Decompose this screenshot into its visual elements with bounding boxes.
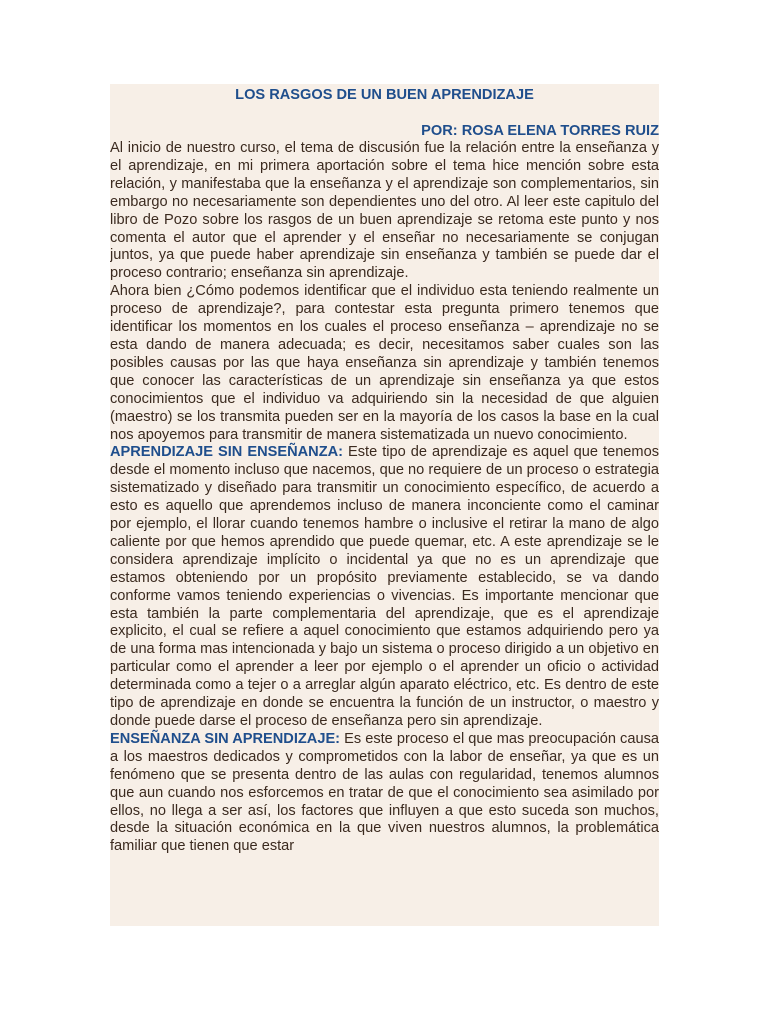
section-aprendizaje-sin-ensenanza [110, 444, 659, 731]
document-title: LOS RASGOS DE UN BUEN APRENDIZAJE [235, 87, 534, 103]
paragraph-question: Ahora bien ¿Cómo podemos identificar que el individuo esta teniendo realmente un proceso de aprendizaje?, para contestar esta pregunta primero tenemos que identificar los momentos en los cuales el proceso enseñanza – aprendizaje no se esta dando de manera adecuada; es decir, necesitamos saber cuales son las posibles causas por las que haya enseñanza sin aprendizaje y también tenemos que conocer las características de un aprendizaje sin enseñanza ya que estos conocimientos que el individuo va adquiriendo sin la necesidad de que alguien (maestro) se los transmita pueden ser en la mayoría de los casos la base en la cual nos apoyemos para transmitir de manera sistematizada un nuevo conocimiento. [110, 283, 659, 443]
document-author: POR: ROSA ELENA TORRES RUIZ [421, 123, 659, 139]
section-text-ensenanza-sin-aprendizaje: Es este proceso el que mas preocupación causa a los maestros dedicados y comprometidos con la labor de enseñar, ya que es un fenómeno que se presenta dentro de las aulas con regularidad, tenemos alumnos que aun cuando nos esforcemos en tratar de que el conocimiento sea asimilado por ellos, no llega a ser así, los factores que influyen a que esto suceda son muchos, desde la situación económica en la que viven nuestros alumnos, la problemática familiar que tienen que estar [110, 730, 659, 855]
document-page [110, 84, 659, 926]
section-ensenanza-sin-aprendizaje [110, 731, 659, 856]
section-heading-ensenanza-sin-aprendizaje: ENSEÑANZA SIN APRENDIZAJE: [110, 730, 341, 747]
section-text-aprendizaje-sin-ensenanza: Este tipo de aprendizaje es aquel que tenemos desde el momento incluso que nacemos, que no requiere de un proceso o estrategia sistematizado y diseñado para transmitir un conocimiento específico, de acuerdo a esto es aquello que aprendemos incluso de manera inconciente como el caminar por ejemplo, el llorar cuando tenemos hambre o inclusive el retirar la mano de algo caliente por que hemos aprendido que puede quemar, etc. A este aprendizaje se le considera aprendizaje implícito o incidental ya que no es un aprendizaje que estamos obteniendo por un propósito previamente establecido, se va dando conforme vamos teniendo experiencias o vivencias. Es importante mencionar que esta también la parte complementaria del aprendizaje, que es el aprendizaje explicito, el cual se refiere a aquel conocimiento que estamos adquiriendo pero ya de una forma mas intencionada y bajo un sistema o proceso dirigido a un objetivo en particular como el aprender a leer por ejemplo o el aprender un oficio o actividad determinada como a tejer o a arreglar algún aparato eléctrico, etc. Es dentro de este tipo de aprendizaje en donde se encuentra la función de un instructor, o maestro y donde puede darse el proceso de enseñanza pero sin aprendizaje. [110, 444, 659, 729]
section-heading-aprendizaje-sin-ensenanza: APRENDIZAJE SIN ENSEÑANZA: [110, 444, 344, 461]
paragraph-intro: Al inicio de nuestro curso, el tema de discusión fue la relación entre la enseñanza y el aprendizaje, en mi primera aportación sobre el tema hice mención sobre esta relación, y manifestaba que la enseñanza y el aprendizaje son complementarios, sin embargo no necesariamente son dependientes uno del otro. Al leer este capitulo del libro de Pozo sobre los rasgos de un buen aprendizaje se retoma este punto y nos comenta el autor que el aprender y el enseñar no necesariamente se conjugan juntos, ya que puede haber aprendizaje sin enseñanza y también se puede dar el proceso contrario; enseñanza sin aprendizaje. [110, 140, 659, 282]
